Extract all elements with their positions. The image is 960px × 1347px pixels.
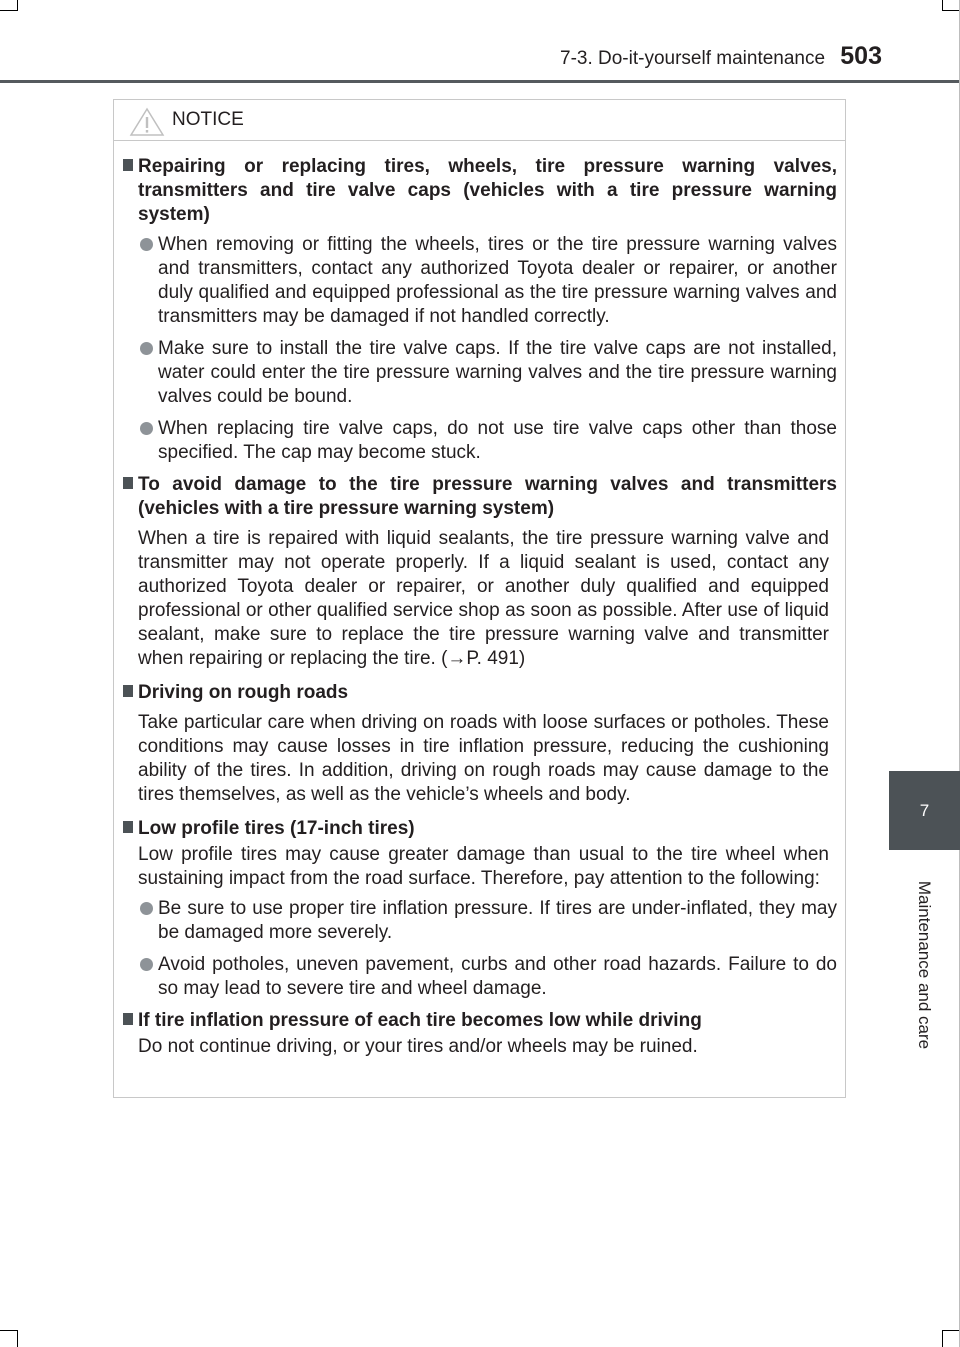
square-bullet-icon bbox=[123, 821, 133, 833]
section-text: Take particular care when driving on roads with loose surfaces or potholes. These conditions may cause losses in tire inflation pressure, reducing the cushioning ability of the tires. In addition, driving on rough roads may cause damage to the tires themselves, as well as the vehicle’s wheels and body. bbox=[138, 712, 829, 805]
notice-section bbox=[123, 473, 837, 671]
section-title: Driving on rough roads bbox=[138, 682, 349, 703]
list-item bbox=[138, 233, 837, 329]
list-item bbox=[138, 953, 837, 1001]
round-bullet-icon bbox=[140, 958, 153, 971]
notice-body bbox=[114, 141, 845, 1059]
crop-mark bbox=[0, 1330, 18, 1331]
section-text: When a tire is repaired with liquid sealants, the tire pressure warning valve and transmitter may not operate properly. If a liquid sealant is used, contact any authorized Toyota dealer or repairer, or another duly qualified and equipped professional or other qualified service shop as soon as possible. After use of liquid sealant, make sure to replace the tire pressure warning valve and transmitter when repairing or replacing the tire. (→P. 491) bbox=[138, 528, 829, 669]
section-title: If tire inflation pressure of each tire becomes low while driving bbox=[138, 1010, 702, 1031]
header-rule bbox=[0, 80, 960, 83]
crop-mark bbox=[17, 1330, 18, 1347]
crop-mark bbox=[17, 0, 18, 10]
section-title: Repairing or replacing tires, wheels, tire pressure warning valves, transmitters and tire valve caps (vehicles with a tire pressure warning system) bbox=[138, 156, 837, 225]
list-item bbox=[138, 897, 837, 945]
notice-section bbox=[123, 817, 837, 1001]
page-number: 503 bbox=[840, 42, 882, 70]
square-bullet-icon bbox=[123, 159, 133, 171]
notice-header bbox=[114, 100, 845, 141]
section-header-title: 7-3. Do-it-yourself maintenance bbox=[560, 48, 826, 69]
square-bullet-icon bbox=[123, 685, 133, 697]
list-item-text: Be sure to use proper tire inflation pressure. If tires are under-inflated, they may be damaged more severely. bbox=[158, 898, 837, 943]
section-text: Low profile tires may cause greater damage than usual to the tire wheel when sustaining impact from the road surface. Therefore, pay attention to the following: bbox=[138, 844, 829, 889]
crop-mark bbox=[0, 10, 18, 11]
notice-section bbox=[123, 1009, 837, 1059]
list-item-text: Avoid potholes, uneven pavement, curbs and other road hazards. Failure to do so may lead to severe tire and wheel damage. bbox=[158, 954, 837, 999]
section-title: Low profile tires (17-inch tires) bbox=[138, 818, 415, 839]
round-bullet-icon bbox=[140, 422, 153, 435]
side-margin bbox=[888, 0, 960, 1347]
chapter-label: Maintenance and care bbox=[915, 880, 934, 1050]
round-bullet-icon bbox=[140, 902, 153, 915]
round-bullet-icon bbox=[140, 238, 153, 251]
list-item-text: Make sure to install the tire valve caps. If the tire valve caps are not installed, water could enter the tire pressure warning valves and the tire pressure warning valves could be bound. bbox=[158, 338, 837, 407]
notice-section bbox=[123, 681, 837, 807]
list-item-text: When removing or fitting the wheels, tires or the tire pressure warning valves and transmitters, contact any authorized Toyota dealer or repairer, or another duly qualified and equipped professional as the tire pressure warning valves and transmitters may be damaged if not handled correctly. bbox=[158, 234, 837, 327]
notice-box bbox=[113, 99, 846, 1098]
notice-section bbox=[123, 155, 837, 465]
chapter-tab: 7 bbox=[889, 771, 960, 850]
section-text: Do not continue driving, or your tires and/or wheels may be ruined. bbox=[138, 1036, 698, 1057]
notice-title: NOTICE bbox=[172, 109, 244, 130]
round-bullet-icon bbox=[140, 342, 153, 355]
list-item-text: When replacing tire valve caps, do not use tire valve caps other than those specified. The cap may become stuck. bbox=[158, 418, 837, 463]
list-item bbox=[138, 337, 837, 409]
square-bullet-icon bbox=[123, 1013, 133, 1025]
warning-triangle-icon bbox=[129, 107, 165, 137]
square-bullet-icon bbox=[123, 477, 133, 489]
section-title: To avoid damage to the tire pressure warning valves and transmitters (vehicles with a tire pressure warning system) bbox=[138, 474, 837, 519]
list-item bbox=[138, 417, 837, 465]
